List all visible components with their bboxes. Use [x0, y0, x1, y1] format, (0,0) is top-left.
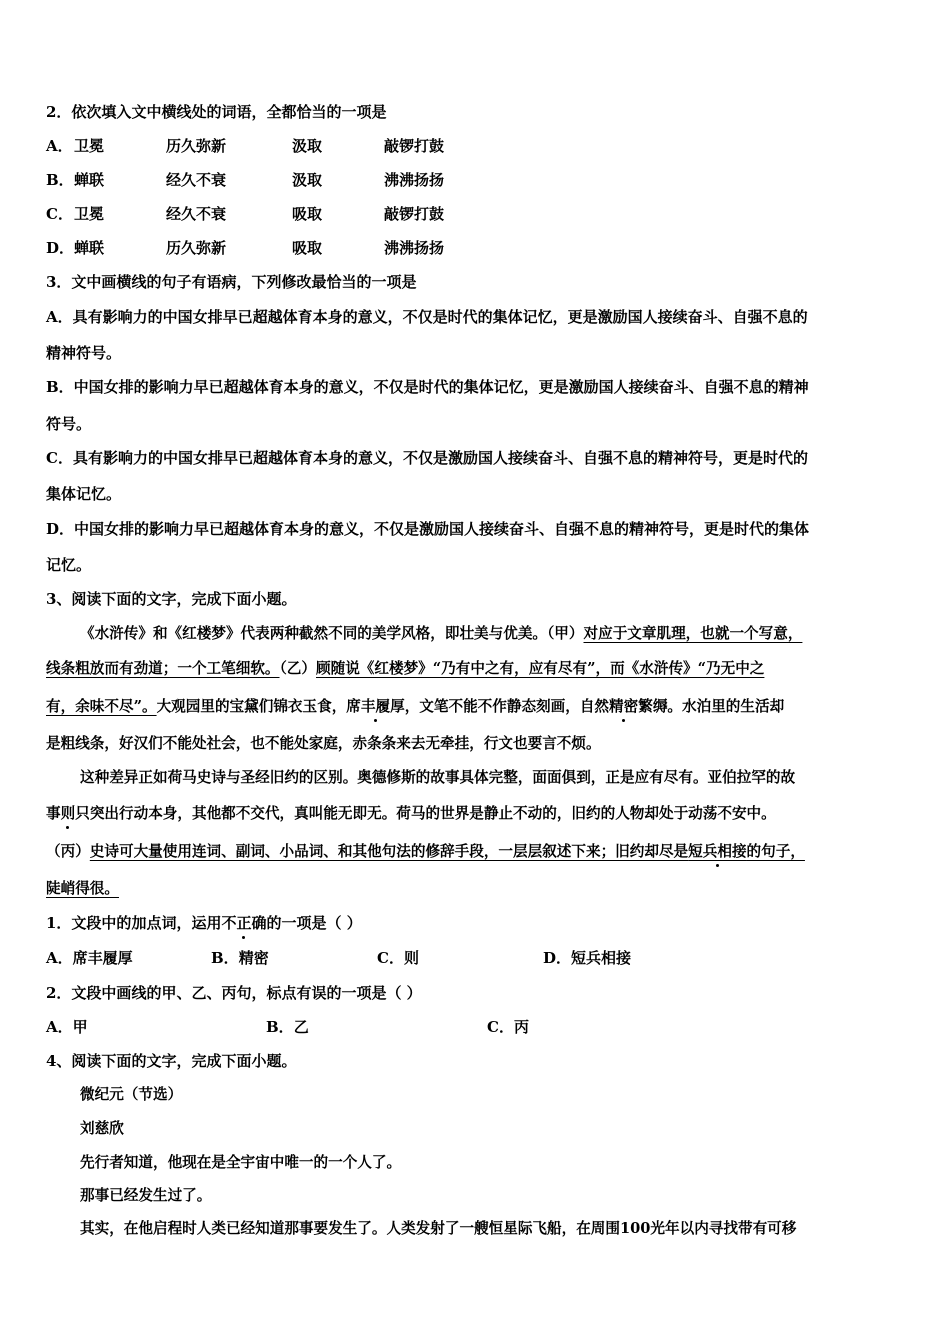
sec3-q2-stem: 2．文段中画线的甲、乙、丙句，标点有误的一项是（ ）: [46, 984, 422, 1002]
sec3-q2-option-b: B．乙: [266, 1018, 309, 1036]
sec3-q2-option-a: A．甲: [46, 1018, 88, 1036]
sec3-q2-options: [46, 1017, 529, 1037]
story-line1: 先行者知道，他现在是全宇宙中唯一的一个人了。: [80, 1154, 402, 1171]
q3-option-d-line1: D．中国女排的影响力早已超越体育本身的意义，不仅是激励国人接续奋斗、自强不息的精神符号，更是时代的集体: [46, 520, 810, 538]
story-title: 微纪元（节选）: [80, 1086, 183, 1103]
q3-option-c-line1: C．具有影响力的中国女排早已超越体育本身的意义，不仅是激励国人接续奋斗、自强不息的精神符号，更是时代的: [46, 449, 808, 467]
q2-stem: 2．依次填入文中横线处的词语，全都恰当的一项是: [46, 103, 387, 121]
story-author: 刘慈欣: [80, 1120, 124, 1137]
q2-option-d: D．蝉联 历久弥新 吸取 沸沸扬扬: [46, 239, 445, 257]
passage-p2-line1: 这种差异正如荷马史诗与圣经旧约的区别。奥德修斯的故事具体完整，面面俱到，正是应有尽有。亚伯拉罕的故: [80, 769, 796, 786]
sec3-q1-option-c: C．则: [377, 949, 419, 967]
q2-option-c: C．卫冕 经久不衰 吸取 敲锣打鼓: [46, 205, 445, 223]
underlined-sentence-yi: 顾随说《红楼梦》“乃有中之有，应有尽有”，而《水浒传》“乃无中之: [316, 660, 765, 677]
section3-heading: 3、阅读下面的文字，完成下面小题。: [46, 590, 297, 608]
sec3-q2-option-c: C．丙: [487, 1018, 529, 1036]
story-line3: 其实，在他启程时人类已经知道那事要发生了。人类发射了一艘恒星际飞船，在周围100光年以内寻找带有可移: [80, 1220, 797, 1237]
passage-p2-line3: （丙）史诗可大量使用连词、副词、小品词、和其他句法的修辞手段，一层层叙述下来；旧约却尽是短兵相接的句子，: [46, 843, 805, 860]
dotted-word-buzhengque: 不正确: [221, 914, 267, 932]
sec3-q1-stem: 1．文段中的加点词，运用不正确的一项是（ ）: [46, 914, 362, 932]
dotted-word-xifenglvhou: 席丰履厚: [346, 698, 405, 715]
q3-stem: 3．文中画横线的句子有语病，下列修改最恰当的一项是: [46, 273, 417, 291]
passage-p2-line2: 事则只突出行动本身，其他都不交代，真叫能无即无。荷马的世界是静止不动的，旧约的人物却处于动荡不安中。: [46, 805, 776, 822]
story-line2: 那事已经发生过了。: [80, 1187, 212, 1204]
sec3-q1-option-d: D．短兵相接: [543, 949, 632, 967]
q2-option-a: A．卫冕 历久弥新 汲取 敲锣打鼓: [46, 137, 445, 155]
underlined-sentence-bing: 史诗可大量使用连词、副词、小品词、和其他句法的修辞手段，一层层叙述下来；旧约却尽是: [89, 843, 689, 860]
passage-p1-line4: 是粗线条，好汉们不能处社会，也不能处家庭，赤条条来去无牵挂，行文也要言不烦。: [46, 735, 601, 752]
q3-option-c-line2: 集体记忆。: [46, 485, 122, 503]
q2-option-b: B．蝉联 经久不衰 汲取 沸沸扬扬: [46, 171, 445, 189]
q3-option-b-line1: B．中国女排的影响力早已超越体育本身的意义，不仅是时代的集体记忆，更是激励国人接续奋斗、自强不息的精神: [46, 378, 809, 396]
q3-option-a-line2: 精神符号。: [46, 344, 122, 362]
passage-p1-line2: 线条粗放而有劲道；一个工笔细软。（乙）顾随说《红楼梦》“乃有中之有，应有尽有”，而《水浒传》“乃无中之: [46, 660, 765, 677]
passage-p2-line4: 陡峭得很。: [46, 880, 119, 897]
dotted-word-jingmi: 精密: [609, 698, 639, 715]
underlined-sentence-jia: 对应于文章肌理，也就一个写意，: [583, 625, 803, 642]
section4-heading: 4、阅读下面的文字，完成下面小题。: [46, 1052, 297, 1070]
dotted-word-ze: 则: [60, 805, 76, 822]
sec3-q1-option-b: B．精密: [211, 949, 269, 967]
sec3-q1-options: [46, 948, 631, 968]
passage-p1-line3: 有，余味不尽”。大观园里的宝黛们锦衣玉食，席丰履厚，文笔不能不作静态刻画，自然精密繁缛。水泊里的生活却: [46, 698, 785, 715]
q3-option-d-line2: 记忆。: [46, 556, 92, 574]
dotted-word-duanbingxiangjie: 短兵相接: [688, 843, 747, 860]
q3-option-b-line2: 符号。: [46, 415, 92, 433]
q3-option-a-line1: A．具有影响力的中国女排早已超越体育本身的意义，不仅是时代的集体记忆，更是激励国人接续奋斗、自强不息的: [46, 308, 808, 326]
sec3-q1-option-a: A．席丰履厚: [46, 949, 133, 967]
passage-p1-line1: 《水浒传》和《红楼梦》代表两种截然不同的美学风格，即壮美与优美。（甲）对应于文章肌理，也就一个写意，: [80, 625, 803, 642]
